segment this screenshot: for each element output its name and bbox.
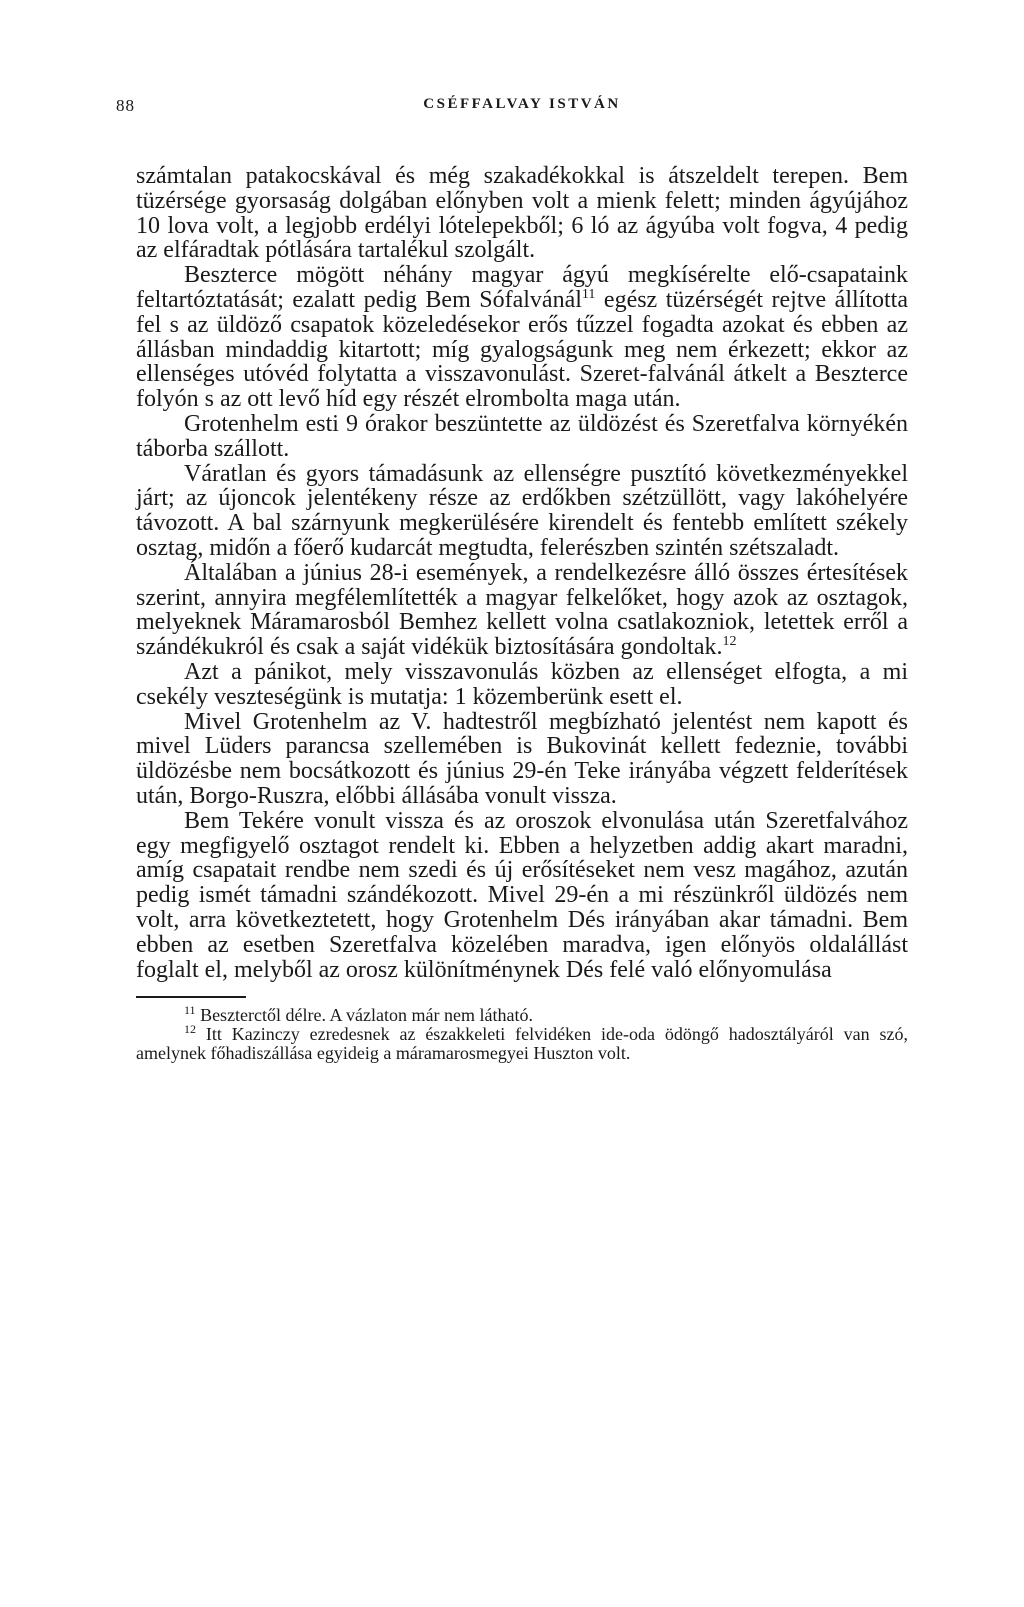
paragraph: [136, 164, 908, 263]
paragraph: [136, 710, 908, 809]
footnotes: [136, 1003, 908, 1064]
paragraph-text: Grotenhelm esti 9 órakor beszüntette az üldözést és Szeretfalva környékén táborba szállott.: [136, 410, 908, 462]
paragraph-text: Azt a pánikot, mely visszavonulás közben az ellenséget elfogta, a mi csekély veszteségünk is mutatja: 1 közemberünk esett el.: [136, 658, 908, 710]
paragraph: [136, 809, 908, 983]
paragraph-text: egész tüzérségét rejtve állította fel s az üldöző csapatok közeledésekor erős tűzzel fogadta azokat és ebben az állásban mindaddig kitartott; míg gyalogságunk meg nem érkezett; ekkor az ellenséges utóvéd folytatta a visszavonulást. Szeret-falvánál átkelt a Beszterce folyón s az ott levő híd egy részét elrombolta maga után.: [136, 286, 908, 413]
footnote: [136, 1022, 908, 1064]
footnote-reference: 12: [722, 634, 737, 650]
running-head: [116, 96, 908, 124]
paragraph-text: Bem Tekére vonult vissza és az oroszok elvonulása után Szeretfalvához egy megfigyelő osztagot rendelt ki. Ebben a helyzetben addig akart maradni, amíg csapatait rendbe nem szedi és új erősítéseket nem vesz magához, azután pedig ismét támadni szándékozott. Mivel 29-én a mi részünkről üldözés nem volt, arra következtetett, hogy Grotenhelm Dés irányában akar támadni. Bem ebben az esetben Szeretfalva közelében maradva, igen előnyös oldalállást foglalt el, melyből az orosz különítménynek Dés felé való előnyomulása: [136, 807, 908, 983]
paragraph: [136, 263, 908, 412]
footnote-divider: [136, 996, 246, 998]
paragraph-text: Általában a június 28-i események, a rendelkezésre álló összes értesítések szerint, annyira megfélemlítették a magyar felkelőket, hogy azok az osztagok, melyeknek Máramarosból Bemhez kellett volna csatlakozniok, letettek erről a szándékukról és csak a saját vidékük biztosítására gondoltak.: [136, 559, 908, 661]
footnote: [136, 1003, 908, 1026]
footnote-reference: 11: [581, 286, 596, 302]
body-text: [136, 164, 908, 982]
paragraph-text: Beszterce mögött néhány magyar ágyú megkísérelte elő-csapataink feltartóztatását; ezalatt pedig Bem Sófalvánál: [136, 262, 908, 313]
paragraph-text: Váratlan és gyors támadásunk az ellenségre pusztító következményekkel járt; az újoncok jelentékeny része az erdőkben szétzüllött, vagy lakóhelyére távozott. A bal szárnyunk megkerülésére kirendelt és fentebb említett székely osztag, midőn a főerő kudarcát megtudta, felerészben szintén szétszaladt.: [136, 460, 908, 561]
running-head-title: CSÉFFALVAY ISTVÁN: [423, 96, 621, 112]
paragraph-text: számtalan patakocskával és még szakadékokkal is átszeldelt terepen. Bem tüzérsége gyorsaság dolgában előnyben volt a mienk felett; minden ágyújához 10 lova volt, a legjobb erdélyi lótelepekből; 6 ló az ágyúba volt fogva, 4 pedig az elfáradtak pótlására tartalékul szolgált.: [136, 163, 908, 264]
paragraph: [136, 660, 908, 710]
paragraph: [136, 412, 908, 462]
paragraph: [136, 462, 908, 561]
book-page: [116, 96, 908, 1064]
footnote-number: 12: [184, 1022, 196, 1037]
paragraph: [136, 561, 908, 660]
paragraph-text: Mivel Grotenhelm az V. hadtestről megbízható jelentést nem kapott és mivel Lüders parancsa szellemében is Bukovinát kellett fedeznie, további üldözésbe nem bocsátkozott és június 29-én Teke irányába végzett felderítések után, Borgo-Ruszra, előbbi állásába vonult vissza.: [136, 708, 908, 809]
footnote-text: Beszterctől délre. A vázlaton már nem látható.: [195, 1005, 533, 1026]
footnote-text: Itt Kazinczy ezredesnek az északkeleti felvidéken ide-oda ödöngő hadosztályáról van szó, amelynek főhadiszállása egyideig a máramarosmegyei Huszton volt.: [136, 1024, 908, 1064]
page-number: 88: [116, 96, 135, 115]
footnote-number: 11: [184, 1003, 196, 1018]
